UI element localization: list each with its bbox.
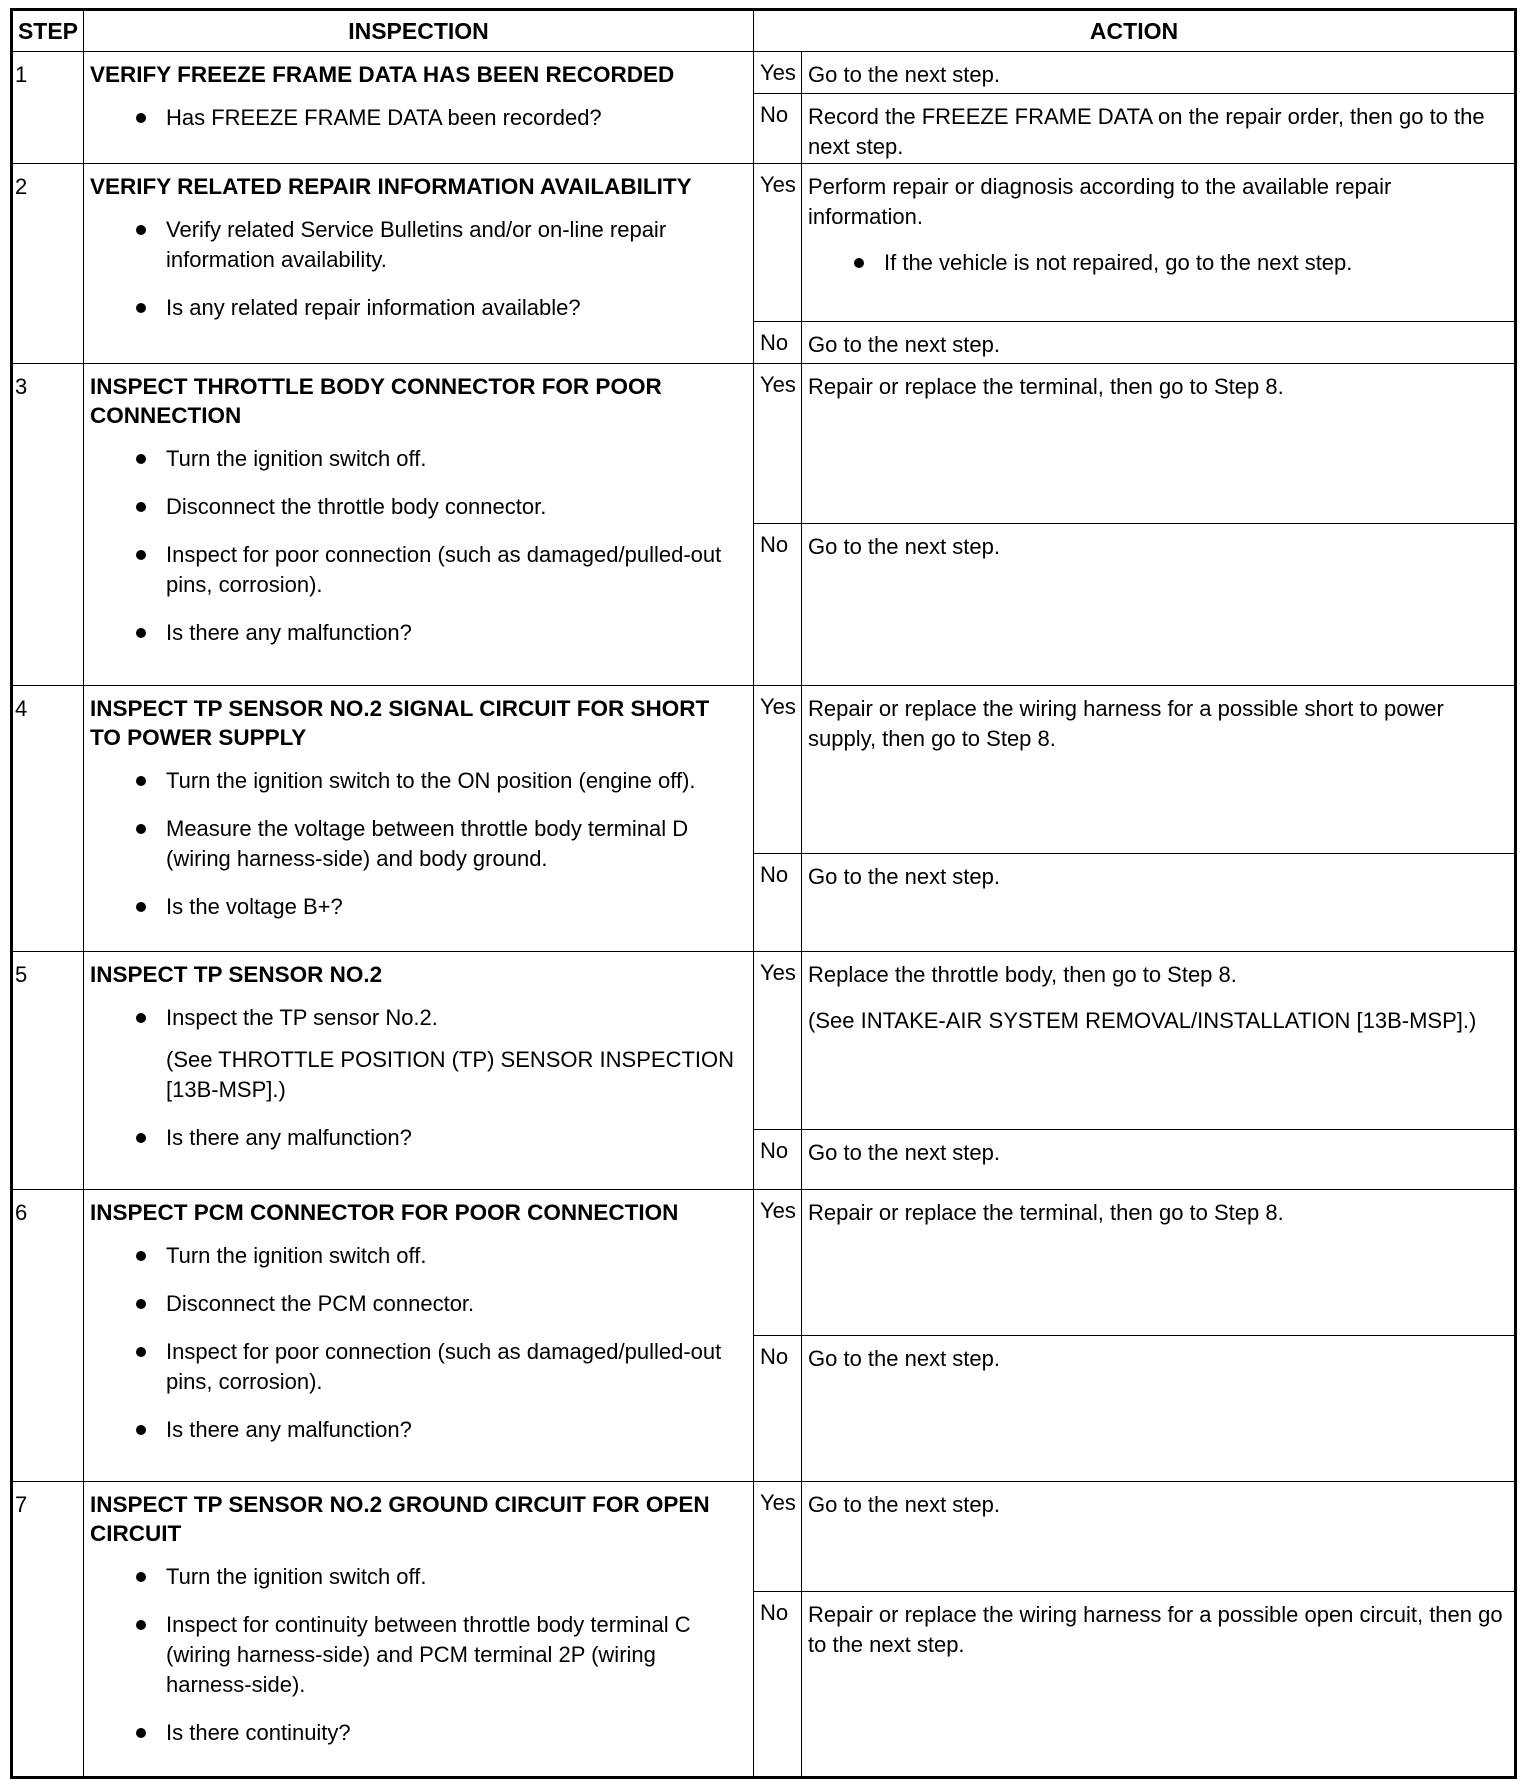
step-number: 5 <box>12 952 84 1190</box>
table-row <box>12 52 1516 94</box>
diagnostic-table <box>10 8 1517 1779</box>
table-row <box>12 1482 1516 1592</box>
yes-label: Yes <box>754 164 802 322</box>
no-action: Go to the next step. <box>802 1130 1516 1190</box>
yes-label: Yes <box>754 364 802 524</box>
inspection-cell <box>84 686 754 952</box>
inspection-title: INSPECT PCM CONNECTOR FOR POOR CONNECTION <box>90 1200 679 1225</box>
yes-action: Repair or replace the wiring harness for a possible short to power supply, then go to Step 8. <box>802 686 1516 854</box>
step-number: 2 <box>12 164 84 364</box>
yes-action: Replace the throttle body, then go to Step 8. <box>808 962 1237 987</box>
no-action: Go to the next step. <box>802 854 1516 952</box>
inspection-bullet: Turn the ignition switch off. <box>90 1562 745 1592</box>
yes-label: Yes <box>754 1482 802 1592</box>
inspection-bullet: Inspect for poor connection (such as damaged/pulled-out pins, corrosion). <box>90 1337 745 1397</box>
inspection-bullet: Is there any malfunction? <box>90 618 745 648</box>
inspection-bullet: Is the voltage B+? <box>90 892 745 922</box>
inspection-bullet: Inspect for continuity between throttle body terminal C (wiring harness-side) and PCM terminal 2P (wiring harness-side). <box>90 1610 745 1700</box>
no-label: No <box>754 854 802 952</box>
inspection-bullet: Is there any malfunction? <box>90 1415 745 1445</box>
no-label: No <box>754 524 802 686</box>
step-number: 6 <box>12 1190 84 1482</box>
no-label: No <box>754 1592 802 1778</box>
inspection-bullet: Disconnect the PCM connector. <box>90 1289 745 1319</box>
yes-label: Yes <box>754 1190 802 1336</box>
header-row <box>12 10 1516 52</box>
inspection-title: INSPECT TP SENSOR NO.2 SIGNAL CIRCUIT FOR SHORT TO POWER SUPPLY <box>90 696 710 750</box>
yes-action: Go to the next step. <box>802 52 1516 94</box>
no-action: Go to the next step. <box>802 524 1516 686</box>
inspection-bullet: Inspect the TP sensor No.2. <box>90 1003 745 1033</box>
inspection-title: VERIFY RELATED REPAIR INFORMATION AVAILABILITY <box>90 174 692 199</box>
no-label: No <box>754 322 802 364</box>
yes-action-cell <box>802 164 1516 322</box>
inspection-bullet: Turn the ignition switch off. <box>90 1241 745 1271</box>
no-label: No <box>754 1336 802 1482</box>
inspection-bullet: Inspect for poor connection (such as damaged/pulled-out pins, corrosion). <box>90 540 745 600</box>
yes-action: Go to the next step. <box>802 1482 1516 1592</box>
inspection-cell <box>84 164 754 364</box>
inspection-bullet: Turn the ignition switch off. <box>90 444 745 474</box>
inspection-bullet: Verify related Service Bulletins and/or on-line repair information availability. <box>90 215 745 275</box>
header-action: ACTION <box>754 10 1516 52</box>
table-row <box>12 364 1516 524</box>
inspection-reference: (See THROTTLE POSITION (TP) SENSOR INSPECTION [13B-MSP].) <box>166 1047 735 1102</box>
inspection-cell <box>84 52 754 164</box>
step-number: 7 <box>12 1482 84 1778</box>
yes-action-bullet: If the vehicle is not repaired, go to the next step. <box>808 248 1508 278</box>
inspection-bullet: Is any related repair information available? <box>90 293 745 323</box>
no-action: Record the FREEZE FRAME DATA on the repair order, then go to the next step. <box>802 94 1516 164</box>
yes-action-cell <box>802 952 1516 1130</box>
step-number: 1 <box>12 52 84 164</box>
inspection-cell <box>84 952 754 1190</box>
step-number: 4 <box>12 686 84 952</box>
inspection-cell <box>84 1190 754 1482</box>
inspection-title: INSPECT TP SENSOR NO.2 GROUND CIRCUIT FOR OPEN CIRCUIT <box>90 1492 710 1546</box>
yes-action: Repair or replace the terminal, then go to Step 8. <box>802 364 1516 524</box>
inspection-title: INSPECT TP SENSOR NO.2 <box>90 962 383 987</box>
table-row <box>12 686 1516 854</box>
no-action: Go to the next step. <box>802 1336 1516 1482</box>
inspection-bullet: Has FREEZE FRAME DATA been recorded? <box>90 103 745 133</box>
diagnostic-table-wrapper <box>10 8 1514 1778</box>
yes-action: Repair or replace the terminal, then go to Step 8. <box>802 1190 1516 1336</box>
no-label: No <box>754 1130 802 1190</box>
inspection-bullet: Is there continuity? <box>90 1718 745 1748</box>
inspection-cell <box>84 1482 754 1778</box>
inspection-bullet: Disconnect the throttle body connector. <box>90 492 745 522</box>
inspection-cell <box>84 364 754 686</box>
header-step: STEP <box>12 10 84 52</box>
table-row <box>12 952 1516 1130</box>
inspection-bullet: Turn the ignition switch to the ON position (engine off). <box>90 766 745 796</box>
inspection-bullet: Measure the voltage between throttle body terminal D (wiring harness-side) and body ground. <box>90 814 745 874</box>
header-inspection: INSPECTION <box>84 10 754 52</box>
inspection-title: INSPECT THROTTLE BODY CONNECTOR FOR POOR CONNECTION <box>90 374 662 428</box>
inspection-title: VERIFY FREEZE FRAME DATA HAS BEEN RECORDED <box>90 62 675 87</box>
yes-label: Yes <box>754 686 802 854</box>
yes-action: Perform repair or diagnosis according to the available repair information. <box>808 174 1392 229</box>
step-number: 3 <box>12 364 84 686</box>
inspection-bullet: Is there any malfunction? <box>90 1123 745 1153</box>
yes-label: Yes <box>754 952 802 1130</box>
yes-label: Yes <box>754 52 802 94</box>
table-row <box>12 1190 1516 1336</box>
no-action: Go to the next step. <box>802 322 1516 364</box>
no-action: Repair or replace the wiring harness for a possible open circuit, then go to the next step. <box>802 1592 1516 1778</box>
yes-action-reference: (See INTAKE-AIR SYSTEM REMOVAL/INSTALLATION [13B-MSP].) <box>808 1008 1477 1033</box>
table-row <box>12 164 1516 322</box>
no-label: No <box>754 94 802 164</box>
